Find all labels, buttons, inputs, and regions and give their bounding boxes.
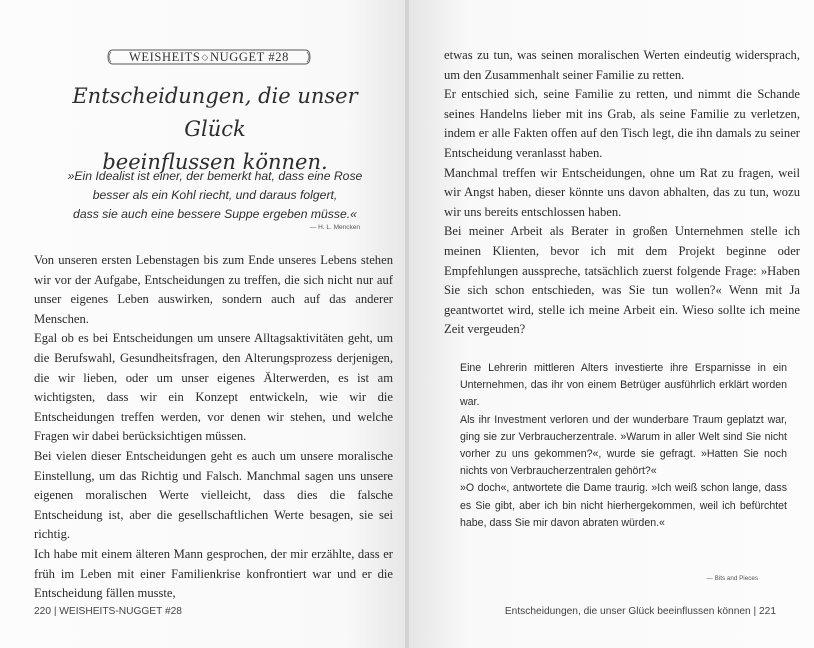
paragraph: Manchmal treffen wir Entscheidungen, ohne um Rat zu fragen, weil wir Angst haben, dieser könnte uns davon abhalten, das zu tun, wozu wir uns bereits entschlossen haben. — [444, 165, 800, 219]
chapter-title-line2: beeinflussen können. — [102, 150, 328, 174]
paragraph: Er entschied sich, seine Familie zu retten, und nimmt die Schande seines Handelns lieber mit ins Grab, als seine Familie zu verletzen, indem er alle Fakten offen auf den Tisch legt, die ihn damals zu seiner Entscheidung veranlasst haben. — [444, 87, 800, 160]
paragraph: Bei meiner Arbeit als Berater in großen Unternehmen stelle ich meinen Klienten, bevor ich mit dem Projekt beginne oder Empfehlungen ausspreche, tatsächlich zuerst folgende Frage: »Haben Sie sich schon entschieden, was Sie tun wollen?« Wenn mit Ja geantwortet wird, stelle ich meine Arbeit ein. Wieso sollte ich meine Zeit vergeuden? — [444, 224, 800, 337]
nugget-ribbon — [107, 49, 311, 65]
right-page-footer: Entscheidungen, die unser Glück beeinflussen können | 221 — [504, 606, 776, 617]
excerpt-paragraph: Eine Lehrerin mittleren Alters investierte ihre Ersparnisse in ein Unternehmen, das ihr von einem Betrüger ausführlich erklärt worden war. — [460, 362, 787, 409]
right-page — [407, 0, 814, 648]
right-body-text — [444, 46, 800, 340]
excerpt-source: — Bits and Pieces — [706, 575, 758, 582]
quote-attribution: — H. L. Mencken — [309, 224, 360, 231]
excerpt-paragraph: Als ihr Investment verloren und der wunderbare Traum geplatzt war, ging sie zur Verbraucherzentrale. »Warum in aller Welt sind Sie nicht vorher zu uns gekommen?«, wurde sie gefragt. »Hatten Sie noch nichts von Verbraucherzentralen gehört?« — [460, 413, 787, 478]
nugget-label-part1: WEISHEITS — [129, 50, 201, 64]
book-gutter — [405, 0, 409, 648]
quote-line: dass sie auch eine bessere Suppe ergeben müsse.« — [73, 207, 357, 221]
quote-line: besser als ein Kohl riecht, und daraus folgert, — [92, 188, 338, 202]
paragraph: Ich habe mit einem älteren Mann gesprochen, der mir erzählte, dass er früh im Leben mit einer Familienkrise konfrontiert war und er die Entscheidung fällen musste, — [34, 546, 393, 601]
left-body-text — [34, 251, 393, 604]
nugget-label-part2: NUGGET #28 — [209, 50, 289, 64]
chapter-title — [40, 80, 390, 179]
nugget-label — [107, 49, 311, 65]
chapter-title-line1: Entscheidungen, die unser Glück — [72, 84, 358, 141]
quote-line: »Ein Idealist ist einer, der bemerkt hat, dass eine Rose — [67, 169, 363, 183]
left-page-footer: 220 | WEISHEITS-NUGGET #28 — [34, 606, 182, 617]
epigraph-quote — [40, 167, 390, 224]
diamond-icon: ◇ — [201, 52, 209, 62]
paragraph: Egal ob es bei Entscheidungen um unsere Alltagsaktivitäten geht, um die Berufswahl, Gesundheitsfragen, den Alterungsprozess derjenigen, die wir lieben, oder um unser eigenes Älterwerden, es ist am wichtigsten, dass wir ein Konzept entwickeln, wie wir die Entscheidungen treffen werden, vor denen wir stehen, und welche Fragen wir dabei berücksichtigen müssen. — [34, 331, 393, 444]
anecdote-excerpt — [460, 360, 787, 532]
paragraph: Bei vielen dieser Entscheidungen geht es auch um unsere moralische Einstellung, um das Richtig und Falsch. Manchmal sagen uns unsere eigenen moralischen Werte vielleicht, dass dies die falsche Entscheidung ist, aber die gesellschaftlichen Werte besagen, sie sei richtig. — [34, 448, 393, 542]
paragraph: Von unseren ersten Lebenstagen bis zum Ende unseres Lebens stehen wir vor der Aufgabe, Entscheidungen zu treffen, die sich nicht nur auf unser eigenes Leben auswirken, sondern auch auf das anderer Menschen. — [34, 253, 393, 326]
excerpt-paragraph: »O doch«, antwortete die Dame traurig. »Ich weiß schon lange, dass es Sie gibt, aber ich bin nicht hierhergekommen, weil ich befürchtet habe, dass Sie mir davon abraten würden.« — [460, 482, 787, 529]
paragraph: etwas zu tun, was seinen moralischen Werten eindeutig widersprach, um den Zusammenhalt seiner Familie zu retten. — [444, 48, 800, 82]
